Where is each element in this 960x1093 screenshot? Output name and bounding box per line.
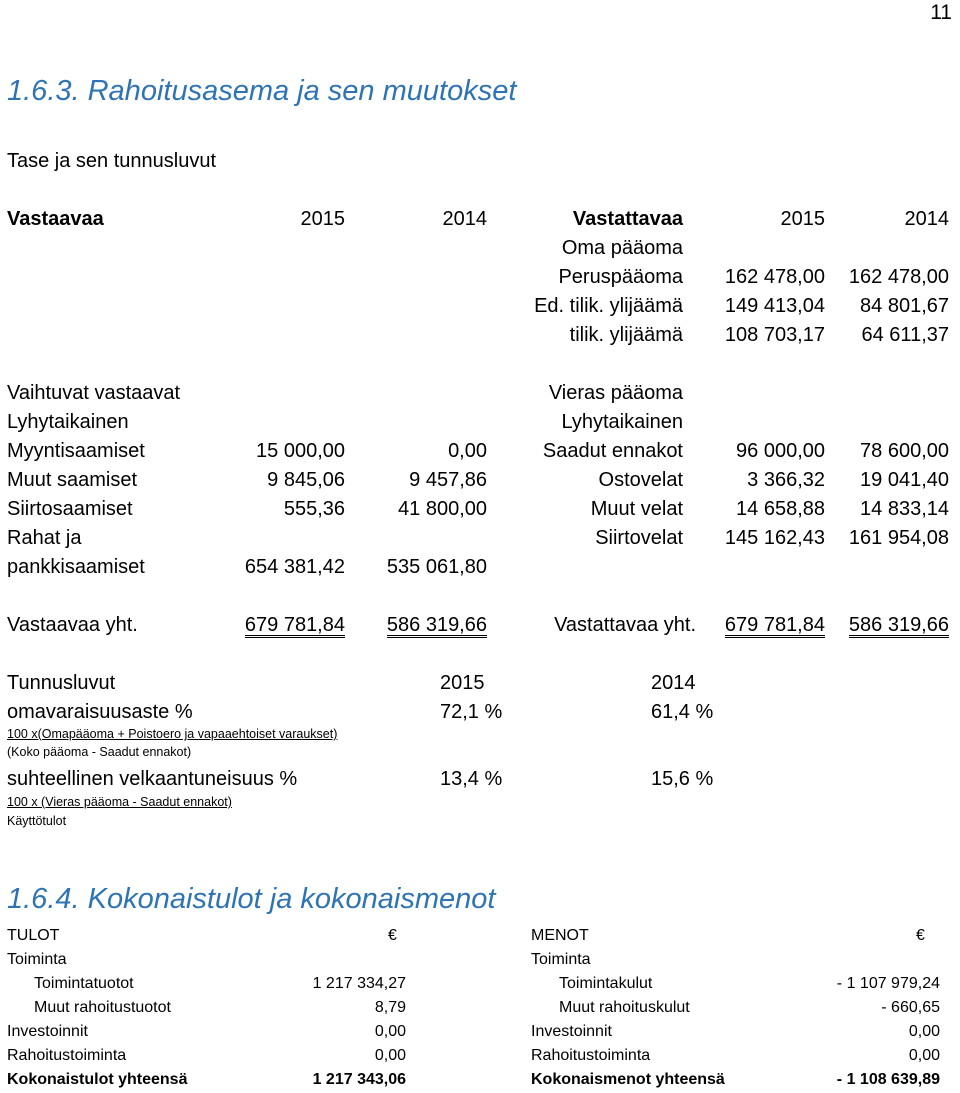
page-number: 11 — [930, 1, 952, 24]
income-title: TULOT — [7, 927, 60, 944]
solvency-ratio-2015: 72,1 % — [440, 701, 503, 723]
liabilities-year-2015: 2015 — [780, 208, 825, 230]
asset-row-2014: 9 457,86 — [409, 469, 487, 491]
liability-row-2014: 14 833,14 — [860, 498, 949, 520]
equity-row-label: tilik. ylijäämä — [569, 324, 683, 346]
equity-label: Oma pääoma — [561, 237, 683, 259]
expenses-total-label: Kokonaismenot yhteensä — [531, 1071, 725, 1088]
expenses-financing-value: 0,00 — [908, 1047, 940, 1064]
equity-row-label: Peruspääoma — [558, 266, 683, 288]
asset-row-2014: 0,00 — [448, 440, 487, 462]
liability-row-2015: 14 658,88 — [736, 498, 825, 520]
income-row-value: 1 217 334,27 — [312, 975, 406, 992]
liability-row-2015: 96 000,00 — [736, 440, 825, 462]
expenses-title: MENOT — [531, 927, 589, 944]
liability-row-label: Ostovelat — [598, 469, 683, 491]
income-row-label: Toimintatuotot — [34, 975, 134, 992]
equity-row-2015: 149 413,04 — [724, 295, 825, 317]
asset-row-2015: 9 845,06 — [267, 469, 345, 491]
liabilities-header: Vastattavaa — [572, 208, 683, 230]
assets-year-2015: 2015 — [300, 208, 345, 230]
income-financing-label: Rahoitustoiminta — [7, 1047, 127, 1064]
expenses-total-value: - 1 108 639,89 — [836, 1071, 940, 1088]
income-currency: € — [388, 927, 397, 944]
solvency-formula-denominator: (Koko pääoma - Saadut ennakot) — [7, 745, 192, 759]
balance-sheet-subtitle: Tase ja sen tunnusluvut — [7, 150, 217, 172]
income-investments-value: 0,00 — [374, 1023, 406, 1040]
liabilities-total-2015: 679 781,84 — [724, 614, 825, 636]
asset-row-2014: 41 800,00 — [398, 498, 487, 520]
liability-row-2014: 161 954,08 — [848, 527, 949, 549]
expenses-investments-value: 0,00 — [908, 1023, 940, 1040]
expenses-financing-label: Rahoitustoiminta — [531, 1047, 651, 1064]
short-term-liabilities-label: Lyhytaikainen — [561, 411, 683, 433]
expenses-group-label: Toiminta — [531, 951, 591, 968]
asset-row-label: pankkisaamiset — [7, 556, 145, 578]
expenses-row-value: - 660,65 — [881, 999, 940, 1016]
assets-total-2014: 586 319,66 — [386, 614, 487, 636]
asset-row-label: Siirtosaamiset — [7, 498, 133, 520]
liability-row-label: Muut velat — [590, 498, 683, 520]
solvency-formula-numerator: 100 x(Omapääoma + Poistoero ja vapaaehtoiset varaukset) — [7, 727, 338, 741]
equity-row-2014: 162 478,00 — [848, 266, 949, 288]
short-term-assets-label: Lyhytaikainen — [7, 411, 129, 433]
equity-row-2015: 162 478,00 — [724, 266, 825, 288]
expenses-row-label: Muut rahoituskulut — [559, 999, 690, 1016]
solvency-ratio-2014: 61,4 % — [651, 701, 714, 723]
assets-header: Vastaavaa — [7, 208, 104, 230]
expenses-currency: € — [916, 927, 925, 944]
liability-row-2014: 78 600,00 — [860, 440, 949, 462]
indebtedness-formula-numerator: 100 x (Vieras pääoma - Saadut ennakot) — [7, 795, 232, 809]
income-financing-value: 0,00 — [374, 1047, 406, 1064]
indebtedness-formula-denominator: Käyttötulot — [7, 814, 67, 828]
current-assets-label: Vaihtuvat vastaavat — [7, 382, 181, 404]
section-heading-income-expenses: 1.6.4. Kokonaistulot ja kokonaismenot — [7, 883, 496, 915]
equity-row-2015: 108 703,17 — [724, 324, 825, 346]
asset-row-2015: 555,36 — [283, 498, 345, 520]
assets-total-2015: 679 781,84 — [244, 614, 345, 636]
ratios-year-2014: 2014 — [651, 672, 696, 694]
income-total-value: 1 217 343,06 — [312, 1071, 406, 1088]
asset-row-2014: 535 061,80 — [386, 556, 487, 578]
asset-row-2015: 15 000,00 — [256, 440, 345, 462]
ratios-year-2015: 2015 — [440, 672, 485, 694]
indebtedness-ratio-label: suhteellinen velkaantuneisuus % — [7, 768, 298, 790]
asset-row-2015: 654 381,42 — [244, 556, 345, 578]
liability-row-2014: 19 041,40 — [860, 469, 949, 491]
section-heading-financial-position: 1.6.3. Rahoitusasema ja sen muutokset — [7, 75, 517, 107]
income-total-label: Kokonaistulot yhteensä — [7, 1071, 188, 1088]
asset-row-label: Muut saamiset — [7, 469, 138, 491]
equity-row-2014: 84 801,67 — [860, 295, 949, 317]
liability-row-label: Saadut ennakot — [542, 440, 683, 462]
liabilities-total-2014: 586 319,66 — [848, 614, 949, 636]
expenses-row-value: - 1 107 979,24 — [836, 975, 940, 992]
liabilities-total-label: Vastattavaa yht. — [554, 614, 696, 636]
income-row-label: Muut rahoitustuotot — [34, 999, 171, 1016]
equity-row-2014: 64 611,37 — [861, 324, 949, 346]
asset-row-label: Myyntisaamiset — [7, 440, 145, 462]
income-row-value: 8,79 — [374, 999, 406, 1016]
assets-total-label: Vastaavaa yht. — [7, 614, 138, 636]
indebtedness-ratio-2014: 15,6 % — [651, 768, 714, 790]
ratios-header: Tunnusluvut — [7, 672, 116, 694]
debt-capital-label: Vieras pääoma — [548, 382, 683, 404]
expenses-investments-label: Investoinnit — [531, 1023, 612, 1040]
liability-row-2015: 145 162,43 — [724, 527, 825, 549]
solvency-ratio-label: omavaraisuusaste % — [7, 701, 193, 723]
income-investments-label: Investoinnit — [7, 1023, 88, 1040]
liability-row-label: Siirtovelat — [595, 527, 683, 549]
liabilities-year-2014: 2014 — [904, 208, 949, 230]
expenses-row-label: Toimintakulut — [559, 975, 653, 992]
asset-row-label: Rahat ja — [7, 527, 82, 549]
income-group-label: Toiminta — [7, 951, 67, 968]
assets-year-2014: 2014 — [442, 208, 487, 230]
liability-row-2015: 3 366,32 — [747, 469, 825, 491]
indebtedness-ratio-2015: 13,4 % — [440, 768, 503, 790]
equity-row-label: Ed. tilik. ylijäämä — [534, 295, 683, 317]
